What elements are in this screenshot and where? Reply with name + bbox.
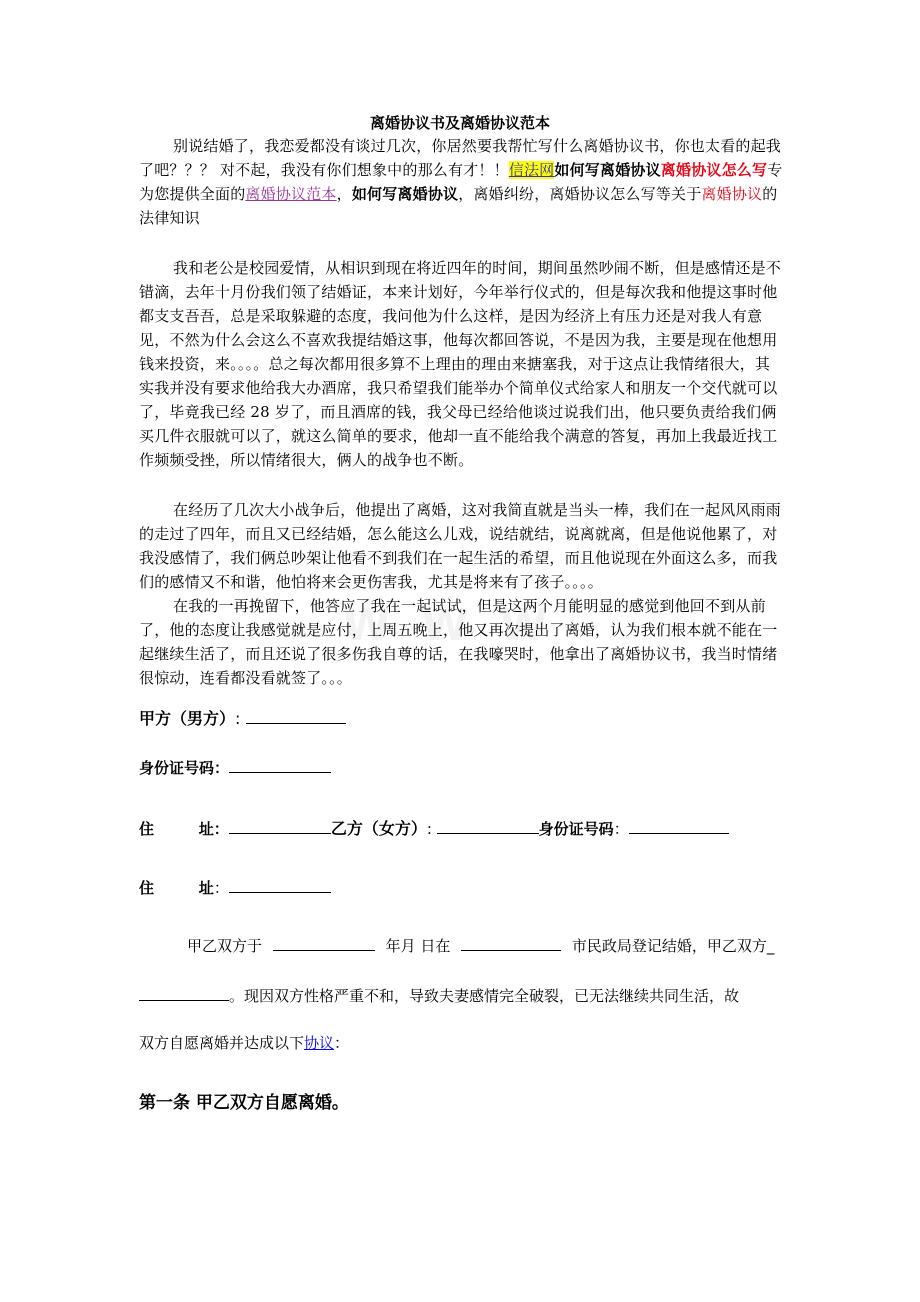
address-row-a: 住 址： 乙方（女方）: 身份证号码： — [139, 816, 729, 839]
id-label-a: 身份证号码： — [139, 759, 230, 777]
intro-bold-2: 如何写离婚协议 — [351, 185, 459, 203]
address-label-b1: 住 — [139, 879, 155, 897]
intro-bold-1: 如何写离婚协议 — [554, 161, 661, 179]
party-a-label: 甲方（男方） — [139, 709, 236, 728]
story-paragraph-2: 在经历了几次大小战争后，他提出了离婚，这对我简直就是当头一棒，我们在一起风风雨雨的走过了四年，而且又已经结婚，怎么能这么儿戏，说结就结，说离就离，但是他说他累了，对我没感情了，我们俩总吵架让他看不到我们在一起生活的希望，而且他说现在外面这么多，而我们的感情又不和谐，他怕将来会更伤害我，尤其是将来有了孩子。。。。 — [139, 501, 782, 591]
story-paragraph-3: 在我的一再挽留下，他答应了我在一起试试，但是这两个月能明显的感觉到他回不到从前了，他的态度让我感觉就是应付，上周五晚上，他又再次提出了离婚，认为我们根本就不能在一起继续生活了，而且还说了很多伤我自尊的话，在我嚎哭时，他拿出了离婚协议书，我当时情绪很惊动，连看都没看就签了。。。 — [139, 597, 778, 687]
story-paragraph-1: 我和老公是校园爱情，从相识到现在将近四年的时间，期间虽然吵闹不断，但是感情还是不错滴，去年十月份我们领了结婚证，本来计划好，今年举行仪式的，但是每次我和他提这事时他都支支吾吾，总是采取躲避的态度，我问他为什么这样，是因为经济上有压力还是对我人有意见，不然为什么会这么不喜欢我提结婚这事，他每次都回答说，不是因为我，主要是现在他想用钱来投资，来。。。。总之每次都用很多算不上理由的理由来搪塞我，对于这点让我情绪很大，其实我并没有要求他给我大办酒席，我只希望我们能举办个简单仪式给家人和朋友一个交代就可以了，毕竟我已经 28 岁了，而且酒席的钱，我父母已经给他谈过说我们出，他只要负责给我们俩买几件衣服就可以了，就这么简单的要求，他却一直不能给我个满意的答复，再加上我最近找工作频频受挫，所以情绪很大，俩人的战争也不断。 — [139, 259, 782, 469]
party-a-blank[interactable] — [246, 707, 346, 724]
party-a-row: 甲方（男方）: — [139, 706, 346, 729]
address-blank-b[interactable] — [229, 876, 331, 893]
body1-a: 甲乙双方于 — [187, 937, 263, 955]
address-label-a2: 址： — [198, 820, 229, 838]
intro-text-3: ， — [336, 185, 352, 203]
body1-c: 市民政局登记结婚，甲乙双方_ — [571, 937, 775, 955]
article-1-heading: 第一条 甲乙双方自愿离婚。 — [139, 1093, 349, 1113]
document-title: 离婚协议书及离婚协议范本 — [369, 114, 550, 132]
agreement-link[interactable]: 协议 — [304, 1034, 335, 1052]
id-blank-b[interactable] — [629, 817, 729, 834]
intro-text-2: 专为您提供全面的 — [139, 161, 783, 203]
body3-b: ： — [334, 1034, 350, 1052]
site-link[interactable]: 信法网 — [508, 161, 555, 179]
sample-link[interactable]: 离婚协议范本 — [245, 185, 337, 203]
intro-paragraph — [139, 134, 783, 230]
city-blank[interactable] — [461, 934, 561, 951]
intro-text-5: 的法律知识 — [139, 185, 778, 227]
id-row-a — [139, 756, 331, 778]
party-b-blank[interactable] — [437, 817, 539, 834]
body3-a: 双方自愿离婚并达成以下 — [139, 1034, 305, 1052]
intro-red-1: 离婚协议怎么写 — [660, 161, 768, 179]
body1-b: 年月 日在 — [385, 937, 451, 955]
address-blank-a[interactable] — [229, 817, 331, 834]
reason-blank[interactable] — [139, 984, 229, 1001]
id-blank-a[interactable] — [229, 756, 331, 773]
body2: 。现因双方性格严重不和，导致夫妻感情完全破裂，已无法继续共同生活，故 — [229, 987, 740, 1005]
marriage-registration-row — [187, 934, 774, 956]
party-b-label: 乙方（女方） — [330, 819, 427, 838]
address-label-b2: 址 — [198, 879, 214, 897]
date-blank[interactable] — [273, 934, 375, 951]
agreement-row — [139, 1032, 349, 1053]
intro-text-1: 别说结婚了，我恋爱都没有谈过几次，你居然要我帮忙写什么离婚协议书，你也太看的起我了吧？？？ 对不起，我没有你们想象中的那么有才！！ — [139, 137, 782, 179]
intro-red-2: 离婚协议 — [701, 185, 763, 203]
address-row-b: 住 址： — [139, 876, 331, 898]
id-label-b: 身份证号码 — [538, 820, 614, 838]
reason-row — [139, 984, 739, 1006]
address-label-a1: 住 — [139, 820, 155, 838]
intro-text-4: ，离婚纠纷，离婚协议怎么写等关于 — [458, 185, 702, 203]
